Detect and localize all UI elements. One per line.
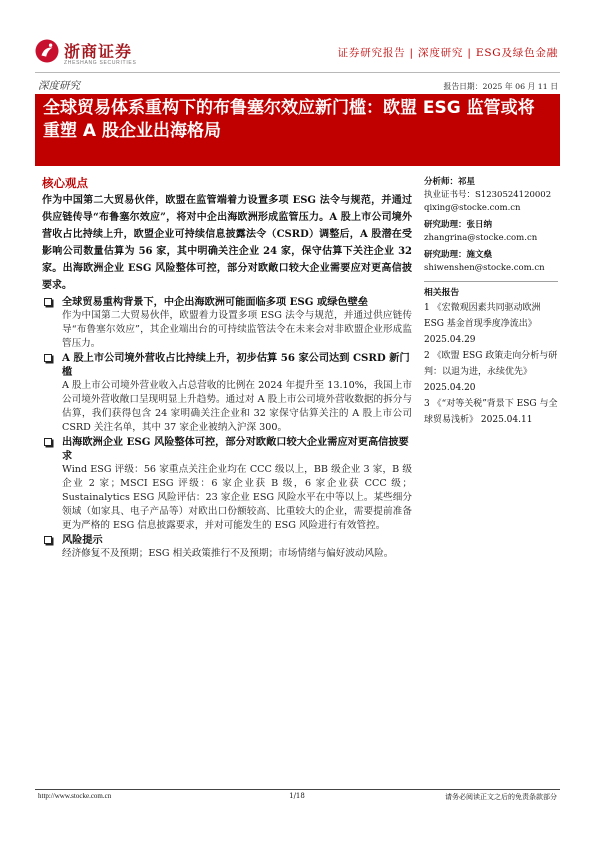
author-email: shiwenshen@stocke.com.cn	[424, 263, 545, 273]
section-risk-warning	[42, 533, 412, 561]
header-divider	[35, 72, 560, 73]
section-overseas-revenue	[42, 351, 412, 435]
related-report-number: 3	[424, 399, 430, 409]
author-email: qixing@stocke.com.cn	[424, 203, 521, 213]
checkbox-bullet-icon	[44, 298, 52, 306]
checkbox-bullet-icon	[44, 438, 52, 446]
related-report-title: 《欧盟 ESG 政策走向分析与研判：以退为进，永续优先》	[424, 351, 558, 377]
section-heading-text: 风险提示	[62, 534, 103, 546]
report-title-line-1: 全球贸易体系重构下的布鲁塞尔效应新门槛：欧盟 ESG 监管或将	[43, 98, 535, 118]
core-views-column	[42, 176, 412, 561]
related-reports-heading: 相关报告	[424, 281, 558, 300]
section-body: 作为中国第二大贸易伙伴，欧盟着力设置多项 ESG 法令与规范，并通过供应链传导“布鲁塞尔效应”，其企业端出台的可持续监管法令在未来会对非欧盟企业形成监管压力。	[62, 310, 412, 349]
author-assistant-2	[424, 249, 558, 275]
logo-name: 浙商证券	[64, 42, 133, 61]
related-report-date: 2025.04.11	[480, 415, 533, 425]
section-heading-text: 全球贸易重构背景下，中企出海欧洲可能面临多项 ESG 或绿色壁垒	[62, 296, 368, 308]
section-heading	[42, 295, 412, 309]
page-number: 1/18	[289, 792, 305, 800]
section-heading	[42, 533, 412, 547]
report-category: 深度研究	[38, 80, 80, 92]
related-report-title: 《“对等关税”背景下 ESG 与全球贸易浅析》	[424, 399, 558, 425]
footer-website: http://www.stocke.com.cn	[38, 792, 112, 800]
section-body: Wind ESG 评级：56 家重点关注企业均在 CCC 级以上，BB 级企业 3 家，B 级企业 2 家；MSCI ESG 评级：6 家企业获 B 级，6 家企业获 CCC 级；Sustainalytics ESG 风险评估：23 家企业 ESG 风险水平在中等以上。某些细分领域（如家具、电子产品等）对欧出口份额较高、比重较大的企业，需要提前准备更为严格的 ESG 信息披露要求，并对可能发生的 ESG 风险进行有效管控。	[62, 464, 412, 531]
section-trade-restructuring	[42, 295, 412, 351]
core-summary: 作为中国第二大贸易伙伴，欧盟在监管端着力设置多项 ESG 法令与规范，并通过供应链传导“布鲁塞尔效应”，将对中企出海欧洲形成监管压力。A 股上市公司境外营收占比持续上升，欧盟企业可持续信息披露法令（CSRD）调整后，A 股潜在受影响公司数量估算为 56 家，其中明确关注企业 24 家，保守估算下关注企业 32 家。出海欧洲企业 ESG 风险整体可控，部分对欧敞口较大企业需要应对更高信披要求。	[42, 195, 412, 291]
author-role: 分析师：祁星	[424, 177, 476, 187]
related-report-title: 《宏微观因素共同驱动欧洲 ESG 基金首现季度净流出》	[424, 303, 541, 329]
checkbox-bullet-icon	[44, 354, 52, 362]
footer-disclaimer: 请务必阅读正文之后的免责条款部分	[445, 793, 557, 801]
sidebar-column	[424, 176, 558, 428]
author-email: zhangrina@stocke.com.cn	[424, 233, 538, 243]
report-date: 报告日期：2025 年 06 月 11 日	[443, 82, 558, 91]
section-heading-text: A 股上市公司境外营收占比持续上升，初步估算 56 家公司达到 CSRD 新门槛	[62, 352, 410, 378]
section-body: A 股上市公司境外营业收入占总营收的比例在 2024 年提升至 13.10%，我国上市公司境外营收敞口呈现明显上升趋势。通过对 A 股上市公司境外营收数据的拆分与估算，我们获得包含 24 家明确关注企业和 32 家保守估算关注的 A 股上市公司 CSRD 关注名单，其中 37 家企业被纳入沪深 300。	[62, 380, 412, 433]
section-esg-risk	[42, 435, 412, 533]
author-certificate: 执业证书号：S1230524120002	[424, 190, 552, 200]
section-heading	[42, 435, 412, 463]
title-banner	[35, 94, 560, 166]
related-report-date: 2025.04.20	[424, 383, 476, 393]
related-report-number: 2	[424, 351, 430, 361]
footer-divider	[35, 789, 560, 790]
report-type-header: 证券研究报告 | 深度研究 | ESG及绿色金融	[337, 47, 558, 59]
section-heading-text: 出海欧洲企业 ESG 风险整体可控，部分对欧敞口较大企业需应对更高信披要求	[62, 436, 409, 462]
related-report-item	[424, 300, 558, 348]
checkbox-bullet-icon	[44, 536, 52, 544]
section-heading	[42, 351, 412, 379]
company-logo	[35, 38, 145, 70]
related-report-item	[424, 348, 558, 396]
author-role: 研究助理：施文燊	[424, 250, 493, 260]
logo-icon	[35, 39, 59, 63]
logo-subtitle: ZHESHANG SECURITIES	[64, 60, 137, 66]
report-title-line-2: 重塑 A 股企业出海格局	[43, 121, 221, 141]
related-report-number: 1	[424, 303, 430, 313]
author-assistant-1	[424, 219, 558, 245]
related-report-item	[424, 396, 558, 428]
author-analyst	[424, 176, 558, 215]
author-role: 研究助理：张日纳	[424, 220, 493, 230]
core-views-heading: 核心观点	[42, 176, 88, 190]
section-body: 经济修复不及预期；ESG 相关政策推行不及预期；市场情绪与偏好波动风险。	[62, 548, 394, 559]
related-report-date: 2025.04.29	[424, 335, 476, 345]
